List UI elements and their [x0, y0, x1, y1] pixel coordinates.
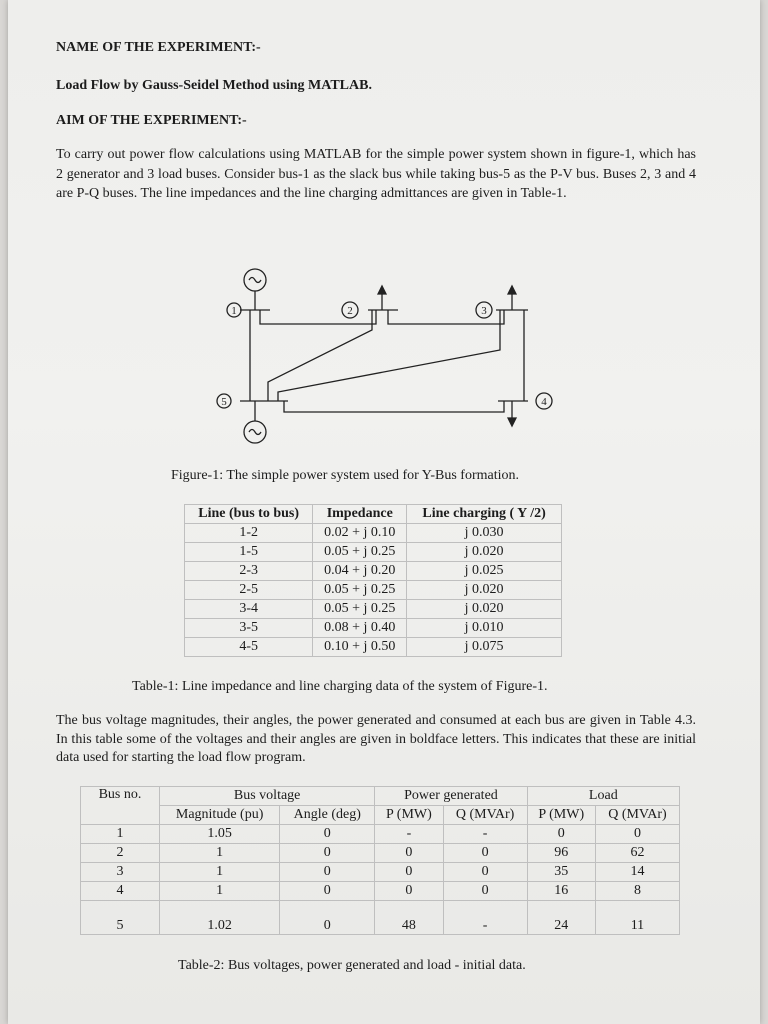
- table-cell: j 0.020: [407, 543, 562, 562]
- table-cell: 0: [375, 882, 443, 901]
- document-page: [8, 0, 760, 1024]
- table-cell: 5: [81, 901, 160, 935]
- column-subheader: Q (MVAr): [443, 806, 527, 825]
- table-cell: j 0.030: [407, 524, 562, 543]
- aim-paragraph: To carry out power flow calculations using MATLAB for the simple power system shown in figure-1, which has 2 generator and 3 load buses. Consider bus-1 as the slack bus while taking bus-5 as the P-V bus. Buses 2, 3 and 4 are P-Q buses. The line impedances and the line charging admittances are given in Table-1.: [56, 147, 696, 201]
- table1-caption: Table-1: Line impedance and line charging data of the system of Figure-1.: [132, 679, 548, 694]
- table-cell: 1: [160, 863, 280, 882]
- table-row: [81, 882, 680, 901]
- load-arrow-bus4-icon: [508, 418, 516, 426]
- table-cell: 0.05 + j 0.25: [313, 600, 407, 619]
- table-row: [185, 619, 562, 638]
- table-cell: 0.04 + j 0.20: [313, 562, 407, 581]
- column-subheader: P (MW): [375, 806, 443, 825]
- bus-data-table: [80, 786, 680, 935]
- table-row: [185, 543, 562, 562]
- load-arrow-bus2-icon: [378, 286, 386, 294]
- table-cell: 1.05: [160, 825, 280, 844]
- heading-aim: AIM OF THE EXPERIMENT:-: [56, 113, 247, 128]
- column-header-bus: Bus no.: [81, 787, 160, 825]
- table-cell: -: [375, 825, 443, 844]
- table-row: [81, 863, 680, 882]
- table-row: [185, 638, 562, 657]
- figure-caption: Figure-1: The simple power system used for Y-Bus formation.: [171, 468, 520, 483]
- table-cell: 8: [595, 882, 679, 901]
- voltage-paragraph: The bus voltage magnitudes, their angles, the power generated and consumed at each bus are given in Table 4.3. In this table some of the voltages and their angles are given in boldface letters. This indicates that these are initial data used for starting the load flow program.: [56, 713, 696, 765]
- bus-label-5: 5: [221, 396, 227, 408]
- column-subheader: Magnitude (pu): [160, 806, 280, 825]
- table2-caption: Table-2: Bus voltages, power generated and load - initial data.: [178, 958, 526, 973]
- table-cell: 0: [527, 825, 595, 844]
- table-cell: 35: [527, 863, 595, 882]
- column-subheader: Q (MVAr): [595, 806, 679, 825]
- table-cell: 62: [595, 844, 679, 863]
- table-cell: -: [443, 825, 527, 844]
- table-header-row: [185, 505, 562, 524]
- table-cell: 0.05 + j 0.25: [313, 581, 407, 600]
- table-cell: 3-4: [185, 600, 313, 619]
- table-cell: 3-5: [185, 619, 313, 638]
- heading-experiment-name: NAME OF THE EXPERIMENT:-: [56, 40, 261, 55]
- line-1-2: [260, 310, 376, 324]
- table-cell: 16: [527, 882, 595, 901]
- table-cell: 0.08 + j 0.40: [313, 619, 407, 638]
- table-cell: 1.02: [160, 901, 280, 935]
- table-cell: 0.05 + j 0.25: [313, 543, 407, 562]
- power-system-diagram: [188, 262, 568, 452]
- table-cell: 2-5: [185, 581, 313, 600]
- column-header: Line (bus to bus): [185, 505, 313, 524]
- table-row: [81, 825, 680, 844]
- table-row: [81, 844, 680, 863]
- table-cell: 24: [527, 901, 595, 935]
- table-cell: 96: [527, 844, 595, 863]
- table-cell: 11: [595, 901, 679, 935]
- bus-label-2: 2: [347, 305, 353, 317]
- table-cell: 0: [595, 825, 679, 844]
- bus-label-4: 4: [541, 396, 547, 408]
- table-cell: 14: [595, 863, 679, 882]
- table-cell: 1-2: [185, 524, 313, 543]
- table-row: [185, 562, 562, 581]
- table-cell: 0: [280, 844, 375, 863]
- table-subheader-row: [81, 806, 680, 825]
- table-cell: 1: [81, 825, 160, 844]
- line-4-5: [284, 401, 504, 412]
- load-arrow-bus3-icon: [508, 286, 516, 294]
- table-cell: 2: [81, 844, 160, 863]
- table-cell: 0: [443, 863, 527, 882]
- table-cell: 0: [443, 882, 527, 901]
- table-cell: j 0.020: [407, 600, 562, 619]
- table-cell: 0: [375, 863, 443, 882]
- column-header: Impedance: [313, 505, 407, 524]
- table-cell: 0: [280, 825, 375, 844]
- table-cell: 2-3: [185, 562, 313, 581]
- bus-label-3: 3: [481, 305, 487, 317]
- table-cell: 1: [160, 844, 280, 863]
- column-header: Line charging ( Y /2): [407, 505, 562, 524]
- experiment-title: Load Flow by Gauss-Seidel Method using MATLAB.: [56, 78, 372, 93]
- table-cell: j 0.020: [407, 581, 562, 600]
- column-header-load: Load: [527, 787, 679, 806]
- column-header-generated: Power generated: [375, 787, 527, 806]
- column-subheader: Angle (deg): [280, 806, 375, 825]
- table-cell: 1-5: [185, 543, 313, 562]
- table-cell: 0: [280, 882, 375, 901]
- table-cell: 0: [280, 863, 375, 882]
- table-cell: 0: [375, 844, 443, 863]
- table-header-row: [81, 787, 680, 806]
- table-cell: 0.10 + j 0.50: [313, 638, 407, 657]
- table-cell: j 0.025: [407, 562, 562, 581]
- table-cell: j 0.075: [407, 638, 562, 657]
- table-row: [81, 901, 680, 935]
- bus-label-1: 1: [231, 305, 237, 317]
- table-cell: 3: [81, 863, 160, 882]
- table-cell: 0: [280, 901, 375, 935]
- table-cell: 4-5: [185, 638, 313, 657]
- line-data-table: [184, 504, 562, 657]
- table-cell: 0: [443, 844, 527, 863]
- table-row: [185, 581, 562, 600]
- column-header-voltage: Bus voltage: [160, 787, 375, 806]
- table-cell: 48: [375, 901, 443, 935]
- table-cell: j 0.010: [407, 619, 562, 638]
- column-subheader: P (MW): [527, 806, 595, 825]
- table-cell: 1: [160, 882, 280, 901]
- table-row: [185, 524, 562, 543]
- table-cell: 0.02 + j 0.10: [313, 524, 407, 543]
- table-row: [185, 600, 562, 619]
- table-cell: -: [443, 901, 527, 935]
- table-cell: 4: [81, 882, 160, 901]
